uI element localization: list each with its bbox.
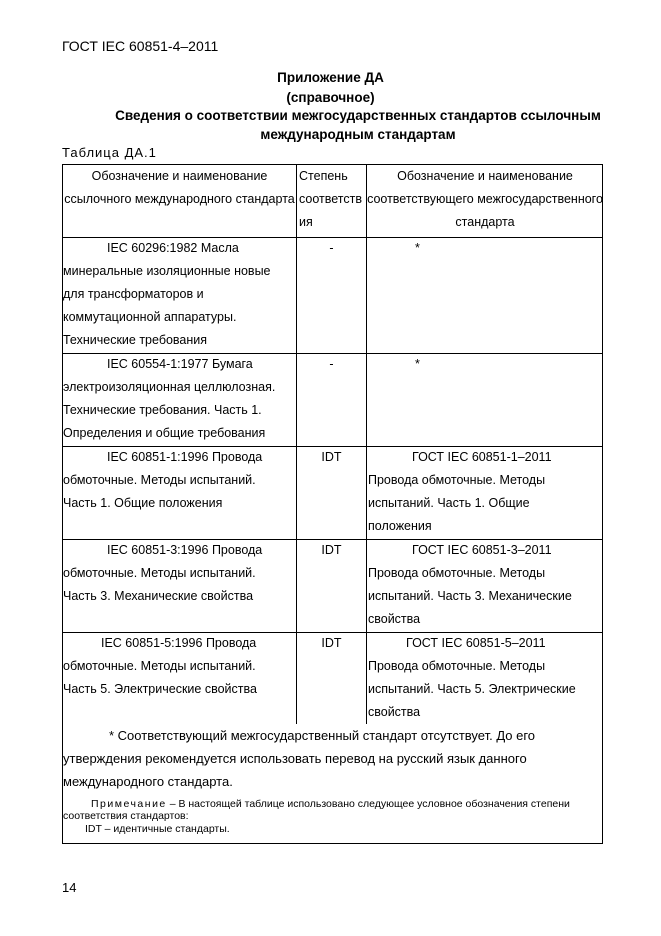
- degree-cell: IDT: [321, 543, 342, 557]
- footnote-line: утверждения рекомендуется использовать перевод на русский язык данного: [63, 751, 527, 766]
- header-interstate-standard: Обозначение и наименование соответствующего межгосударственного стандарта: [367, 169, 603, 229]
- interstate-cell: ГОСТ IEC 60851-5–2011 Провода обмоточные. Методы испытаний. Часть 5. Электрические свойства: [368, 636, 576, 719]
- table-row: IEC 60296:1982 Масла минеральные изоляционные новые для трансформаторов и коммутационной аппаратуры. Технические требования: [63, 241, 271, 347]
- col-divider-2: [366, 165, 367, 724]
- appendix-title: Приложение ДА: [277, 70, 384, 85]
- table-note-line: соответствия стандартов:: [63, 810, 189, 822]
- header-intl-standard: Обозначение и наименование ссылочного международного стандарта: [64, 169, 295, 206]
- interstate-cell: ГОСТ IEC 60851-1–2011 Провода обмоточные. Методы испытаний. Часть 1. Общие положения: [368, 450, 552, 533]
- degree-cell: -: [329, 357, 334, 371]
- footnote-line: * Соответствующий межгосударственный стандарт отсутствует. До его: [109, 728, 536, 743]
- page-number: 14: [62, 880, 77, 895]
- interstate-cell: *: [415, 241, 420, 255]
- table-row: IEC 60554-1:1977 Бумага электроизоляционная целлюлозная. Технические требования. Часть 1. Определения и общие требования: [63, 357, 276, 440]
- table-row: IEC 60851-1:1996 Провода обмоточные. Методы испытаний. Часть 1. Общие положения: [63, 450, 263, 510]
- table-caption: Таблица ДА.1: [62, 145, 157, 160]
- document-id: ГОСТ IEC 60851-4–2011: [62, 38, 219, 54]
- degree-cell: -: [329, 241, 334, 255]
- degree-cell: IDT: [321, 636, 342, 650]
- table-note-line: IDT – идентичные стандарты.: [85, 823, 230, 835]
- table-note: Примечание – В настоящей таблице использовано следующее условное обозначения степени: [91, 798, 570, 810]
- degree-cell: IDT: [321, 450, 342, 464]
- appendix-heading-line2: международным стандартам: [260, 127, 456, 142]
- header-degree: Степень соответств ия: [299, 169, 362, 229]
- footnote-line: международного стандарта.: [63, 774, 233, 789]
- interstate-cell: ГОСТ IEC 60851-3–2011 Провода обмоточные. Методы испытаний. Часть 3. Механические свойства: [368, 543, 572, 626]
- table-row: IEC 60851-3:1996 Провода обмоточные. Методы испытаний. Часть 3. Механические свойства: [63, 543, 263, 603]
- table-row: IEC 60851-5:1996 Провода обмоточные. Методы испытаний. Часть 5. Электрические свойства: [63, 636, 257, 696]
- appendix-heading-line1: Сведения о соответствии межгосударственных стандартов ссылочным: [115, 108, 601, 123]
- appendix-subtitle: (справочное): [286, 90, 375, 105]
- note-label: Примечание: [91, 798, 167, 810]
- table-frame: [62, 164, 603, 844]
- interstate-cell: *: [415, 357, 420, 371]
